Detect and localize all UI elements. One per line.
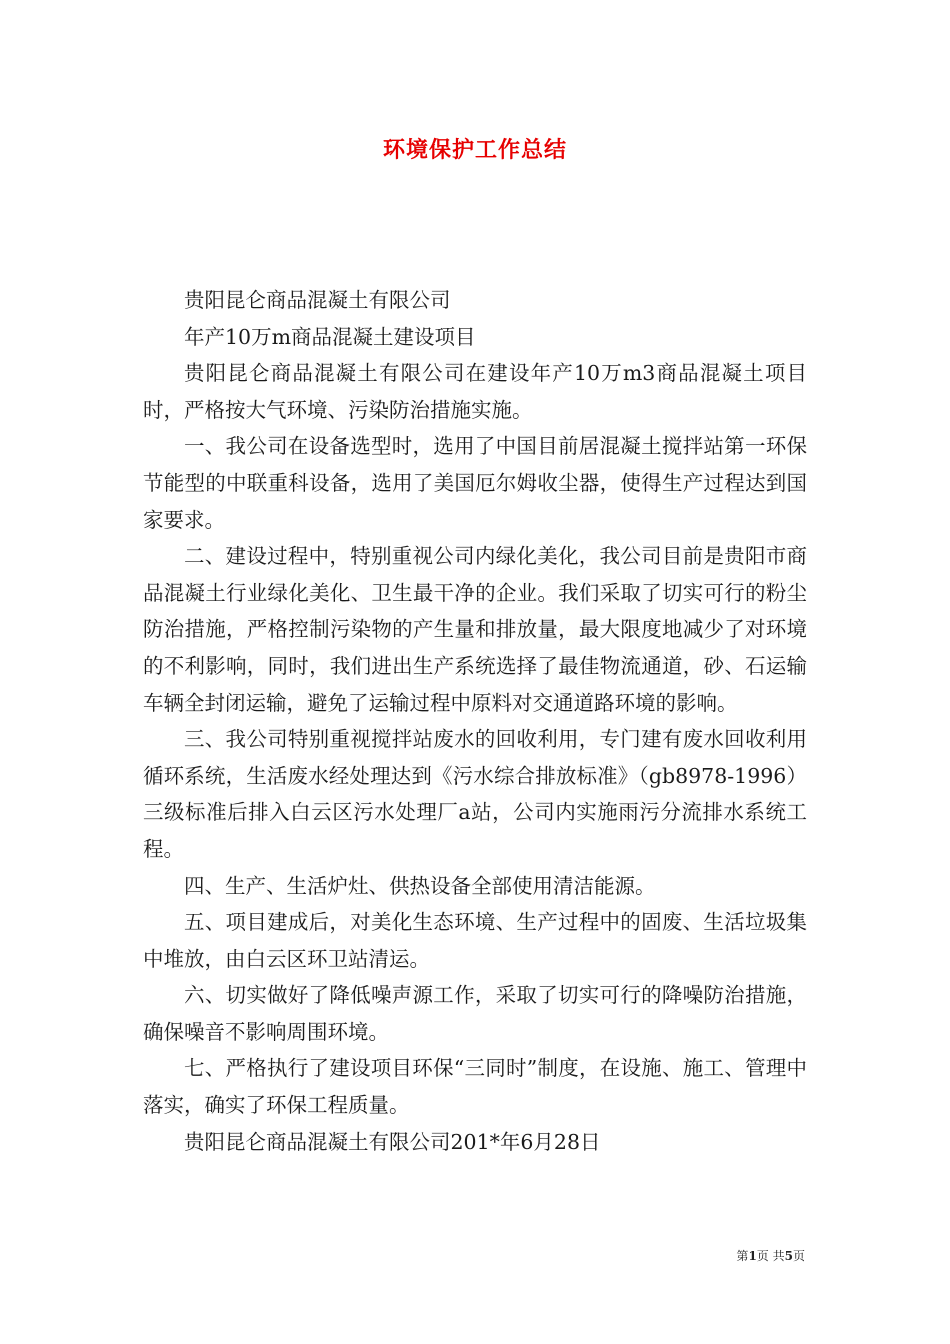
paragraph-project: 年产10万m商品混凝土建设项目 — [184, 324, 476, 349]
paragraph-item-7: 七、严格执行了建设项目环保“三同时”制度，在设施、施工、管理中落实，确实了环保工程质量。 — [143, 1056, 807, 1118]
paragraph-item-4: 四、生产、生活炉灶、供热设备全部使用清洁能源。 — [184, 873, 656, 898]
document-title: 环境保护工作总结 — [382, 138, 567, 163]
document-body — [143, 282, 807, 1160]
paragraph-item-1: 一、我公司在设备选型时，选用了中国目前居混凝土搅拌站第一环保节能型的中联重科设备，选用了美国厄尔姆收尘器，使得生产过程达到国家要求。 — [143, 434, 807, 532]
paragraph-signature: 贵阳昆仑商品混凝土有限公司201*年6月28日 — [184, 1129, 601, 1154]
page-number — [736, 1247, 805, 1264]
page-number-suffix: 页 — [792, 1249, 805, 1263]
page-number-middle: 页 共 — [756, 1249, 785, 1263]
paragraph-item-6: 六、切实做好了降低噪声源工作，采取了切实可行的降噪防治措施，确保噪音不影响周围环境。 — [143, 983, 807, 1044]
page-number-prefix: 第 — [736, 1249, 749, 1263]
page-number-total: 5 — [784, 1249, 793, 1263]
paragraph-item-3: 三、我公司特别重视搅拌站废水的回收利用，专门建有废水回收利用循环系统，生活废水经处理达到《污水综合排放标准》（gb8978-1996）三级标准后排入白云区污水处理厂a站，公司内实施雨污分流排水系统工程。 — [143, 727, 807, 861]
paragraph-intro: 贵阳昆仑商品混凝土有限公司在建设年产10万m3商品混凝土项目时，严格按大气环境、污染防治措施实施。 — [143, 361, 807, 422]
paragraph-item-5: 五、项目建成后，对美化生态环境、生产过程中的固废、生活垃圾集中堆放，由白云区环卫站清运。 — [143, 910, 807, 971]
paragraph-company: 贵阳昆仑商品混凝土有限公司 — [184, 288, 451, 312]
page-number-current: 1 — [748, 1249, 757, 1263]
paragraph-item-2: 二、建设过程中，特别重视公司内绿化美化，我公司目前是贵阳市商品混凝土行业绿化美化、卫生最干净的企业。我们采取了切实可行的粉尘防治措施，严格控制污染物的产生量和排放量，最大限度地减少了对环境的不利影响，同时，我们进出生产系统选择了最佳物流通道，砂、石运输车辆全封闭运输，避免了运输过程中原料对交通道路环境的影响。 — [143, 544, 807, 715]
